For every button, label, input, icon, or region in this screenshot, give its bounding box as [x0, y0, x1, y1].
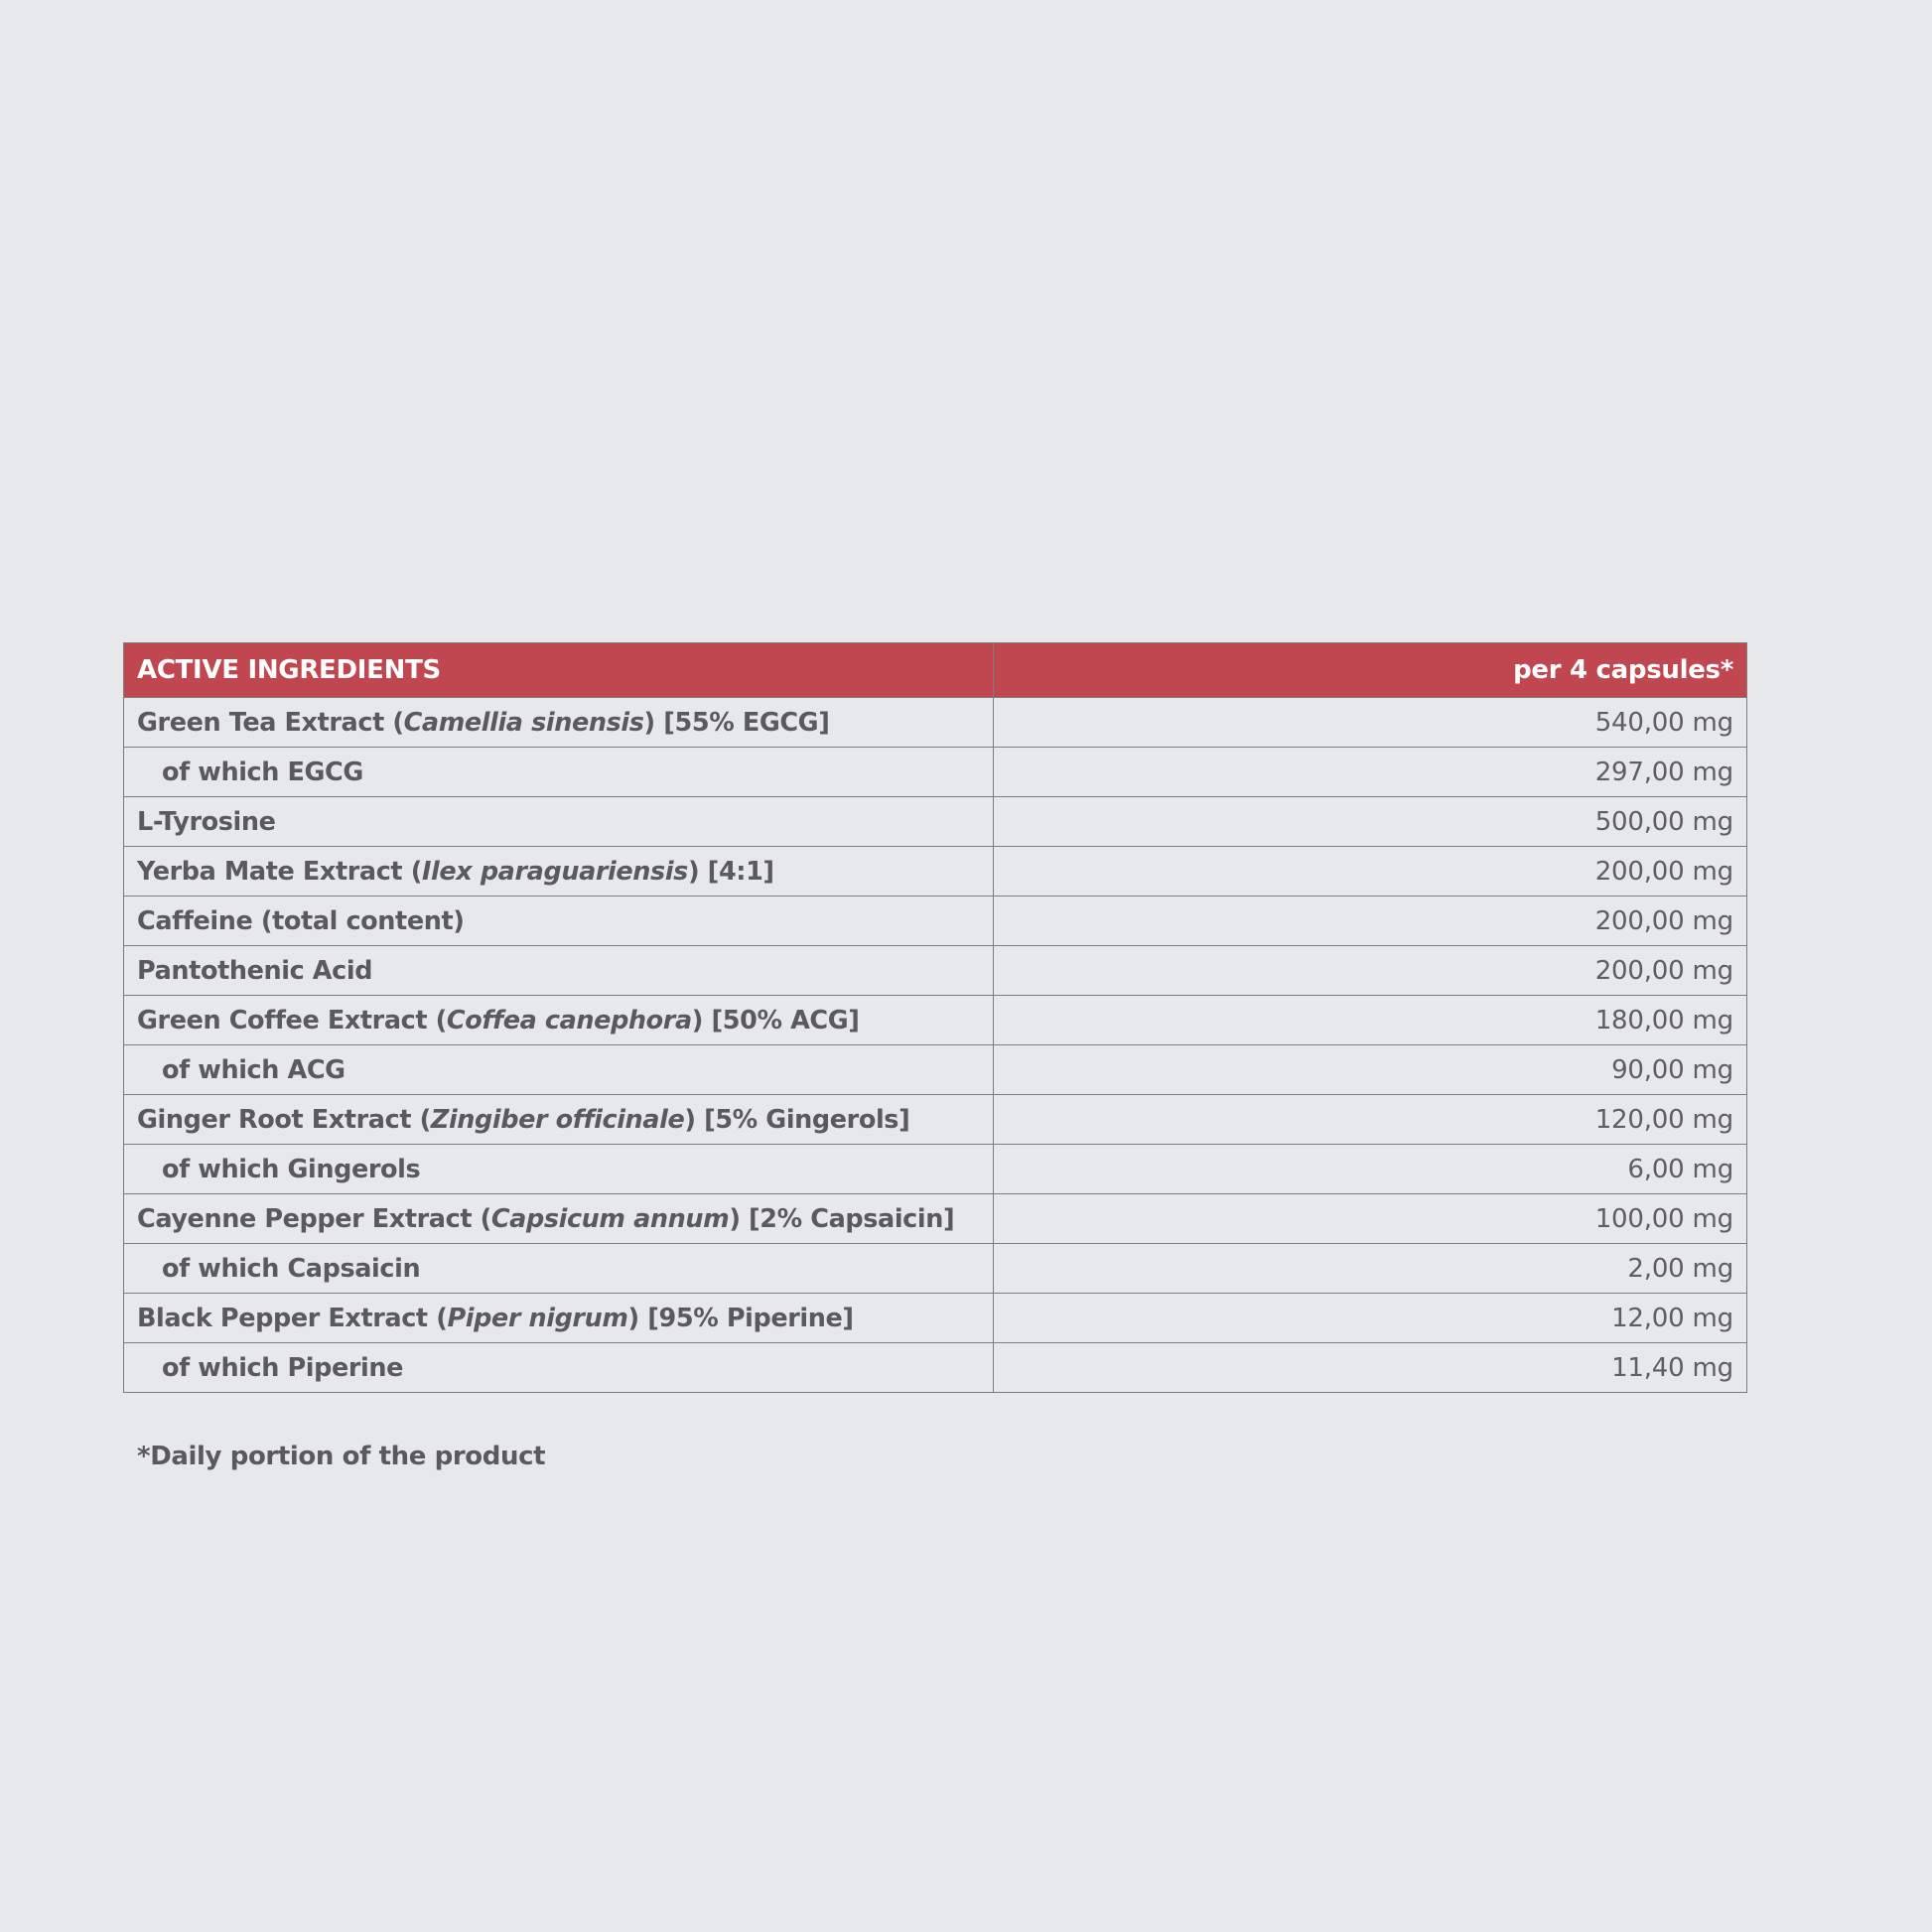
table-row: [124, 897, 1747, 946]
ingredient-name: L-Tyrosine: [124, 797, 994, 847]
ingredient-amount: 540,00 mg: [994, 698, 1747, 748]
header-amount: per 4 capsules*: [994, 643, 1747, 698]
ingredient-amount: 6,00 mg: [994, 1145, 1747, 1194]
table-row: [124, 946, 1747, 996]
ingredient-name: Pantothenic Acid: [124, 946, 994, 996]
table-row: [124, 1294, 1747, 1343]
ingredient-subname: of which Piperine: [124, 1343, 994, 1393]
ingredient-name: Cayenne Pepper Extract (Capsicum annum) [2% Capsaicin]: [124, 1194, 994, 1244]
table-row: [124, 797, 1747, 847]
ingredient-name: Green Tea Extract (Camellia sinensis) [55% EGCG]: [124, 698, 994, 748]
ingredient-amount: 120,00 mg: [994, 1095, 1747, 1145]
table-row: [124, 847, 1747, 897]
ingredient-subname: of which EGCG: [124, 748, 994, 797]
ingredient-subname: of which Gingerols: [124, 1145, 994, 1194]
ingredient-amount: 297,00 mg: [994, 748, 1747, 797]
ingredient-amount: 90,00 mg: [994, 1045, 1747, 1095]
ingredient-name: Yerba Mate Extract (Ilex paraguariensis) [4:1]: [124, 847, 994, 897]
ingredient-amount: 200,00 mg: [994, 847, 1747, 897]
table-row: [124, 996, 1747, 1045]
ingredient-amount: 100,00 mg: [994, 1194, 1747, 1244]
table-row: [124, 1194, 1747, 1244]
table-header-row: [124, 643, 1747, 698]
ingredient-name: Black Pepper Extract (Piper nigrum) [95% Piperine]: [124, 1294, 994, 1343]
ingredient-name: Green Coffee Extract (Coffea canephora) [50% ACG]: [124, 996, 994, 1045]
ingredient-amount: 200,00 mg: [994, 897, 1747, 946]
ingredient-subname: of which ACG: [124, 1045, 994, 1095]
table-row: [124, 1244, 1747, 1294]
ingredient-amount: 500,00 mg: [994, 797, 1747, 847]
active-ingredients-table: [123, 642, 1747, 1393]
table-row: [124, 1343, 1747, 1393]
ingredient-subname: of which Capsaicin: [124, 1244, 994, 1294]
ingredient-amount: 200,00 mg: [994, 946, 1747, 996]
ingredient-name: Ginger Root Extract (Zingiber officinale) [5% Gingerols]: [124, 1095, 994, 1145]
table-row: [124, 1045, 1747, 1095]
ingredient-name: Caffeine (total content): [124, 897, 994, 946]
footnote: *Daily portion of the product: [137, 1442, 546, 1471]
table-row: [124, 1095, 1747, 1145]
ingredient-amount: 180,00 mg: [994, 996, 1747, 1045]
header-ingredients: ACTIVE INGREDIENTS: [124, 643, 994, 698]
ingredient-amount: 11,40 mg: [994, 1343, 1747, 1393]
ingredient-amount: 12,00 mg: [994, 1294, 1747, 1343]
ingredient-amount: 2,00 mg: [994, 1244, 1747, 1294]
table-row: [124, 698, 1747, 748]
table-row: [124, 748, 1747, 797]
table-row: [124, 1145, 1747, 1194]
